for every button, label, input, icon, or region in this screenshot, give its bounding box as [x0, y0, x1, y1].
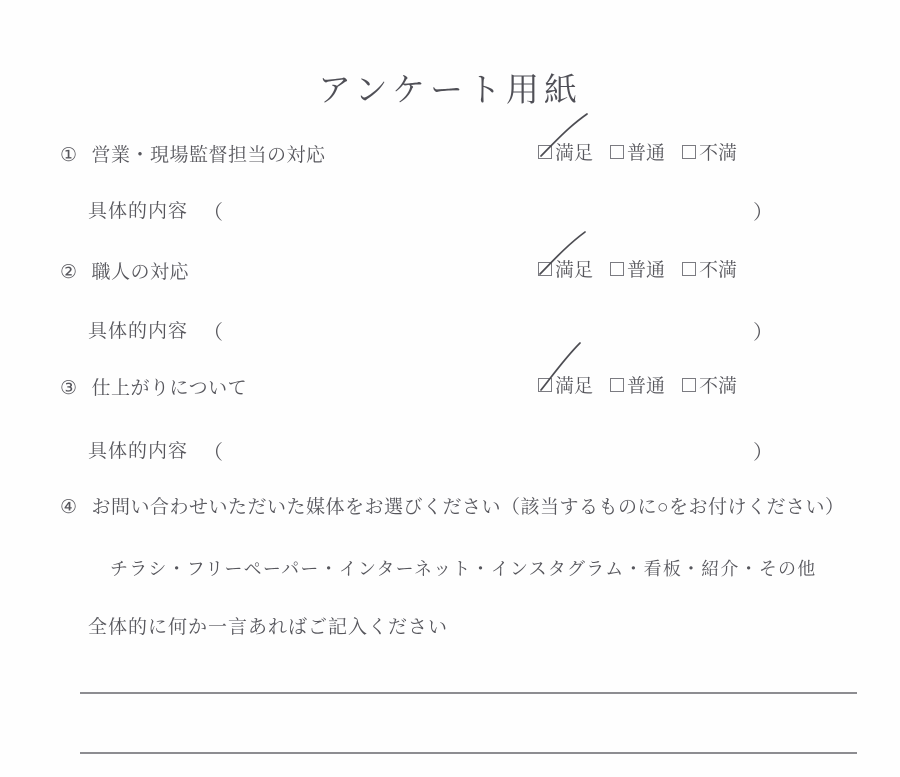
checkbox-icon[interactable]	[610, 145, 624, 159]
question-3-detail-answer-area[interactable]	[225, 436, 745, 462]
question-2-option-dissatisfied[interactable]	[682, 255, 737, 282]
question-3-detail-row	[0, 436, 900, 462]
question-2-option-normal[interactable]	[610, 255, 665, 282]
detail-label: 具体的内容	[88, 321, 189, 342]
question-3-option-normal[interactable]	[610, 371, 665, 398]
question-4-number: ④	[60, 497, 78, 518]
comment-line-2[interactable]	[80, 752, 857, 754]
checkbox-icon[interactable]	[610, 262, 624, 276]
option-label: 不満	[699, 143, 738, 164]
question-3-label: 仕上がりについて	[91, 378, 248, 399]
comment-prompt: 全体的に何か一言あればご記入ください	[88, 617, 449, 638]
question-2-number: ②	[60, 262, 78, 283]
question-3-label-row	[60, 373, 247, 400]
question-1-label: 営業・現場監督担当の対応	[91, 145, 326, 166]
open-paren: （	[203, 442, 223, 464]
option-label: 不満	[699, 260, 738, 281]
question-1-option-normal[interactable]	[610, 138, 665, 165]
question-1-detail-answer-area[interactable]	[225, 196, 745, 222]
open-paren: （	[203, 322, 223, 344]
close-paren: ）	[753, 322, 773, 344]
question-1-detail-row	[0, 196, 900, 222]
question-4-label: お問い合わせいただいた媒体をお選びください（該当するものに○をお付けください）	[91, 497, 845, 518]
media-options-line[interactable]: チラシ・フリーペーパー・インターネット・インスタグラム・看板・紹介・その他	[110, 559, 817, 579]
question-3-options	[538, 371, 737, 398]
option-label: 満足	[555, 143, 594, 164]
question-2-options	[538, 255, 737, 282]
checkbox-icon[interactable]	[538, 378, 552, 392]
question-2-detail-row	[0, 316, 900, 342]
option-label: 普通	[627, 143, 666, 164]
question-2-label: 職人の対応	[91, 262, 190, 283]
question-2-option-satisfied[interactable]	[538, 255, 593, 282]
close-paren: ）	[753, 442, 773, 464]
question-1-options	[538, 138, 737, 165]
open-paren: （	[203, 202, 223, 224]
option-label: 満足	[555, 260, 594, 281]
question-3-option-dissatisfied[interactable]	[682, 371, 737, 398]
checkbox-icon[interactable]	[538, 262, 552, 276]
option-label: 満足	[555, 376, 594, 397]
question-3-number: ③	[60, 378, 78, 399]
checkbox-icon[interactable]	[610, 378, 624, 392]
question-1-number: ①	[60, 145, 78, 166]
question-1-option-dissatisfied[interactable]	[682, 138, 737, 165]
checkbox-icon[interactable]	[682, 145, 696, 159]
checkbox-icon[interactable]	[682, 378, 696, 392]
question-1-label-row	[60, 140, 326, 167]
checkbox-icon[interactable]	[682, 262, 696, 276]
detail-label: 具体的内容	[88, 441, 189, 462]
question-1-option-satisfied[interactable]	[538, 138, 593, 165]
detail-label: 具体的内容	[88, 201, 189, 222]
option-label: 普通	[627, 260, 666, 281]
question-2-detail-answer-area[interactable]	[225, 316, 745, 342]
option-label: 普通	[627, 376, 666, 397]
question-4-label-row	[60, 492, 845, 519]
close-paren: ）	[753, 202, 773, 224]
checkbox-icon[interactable]	[538, 145, 552, 159]
option-label: 不満	[699, 376, 738, 397]
question-2-label-row	[60, 257, 189, 284]
comment-line-1[interactable]	[80, 692, 857, 694]
question-3-option-satisfied[interactable]	[538, 371, 593, 398]
page-title: アンケート用紙	[317, 73, 583, 109]
